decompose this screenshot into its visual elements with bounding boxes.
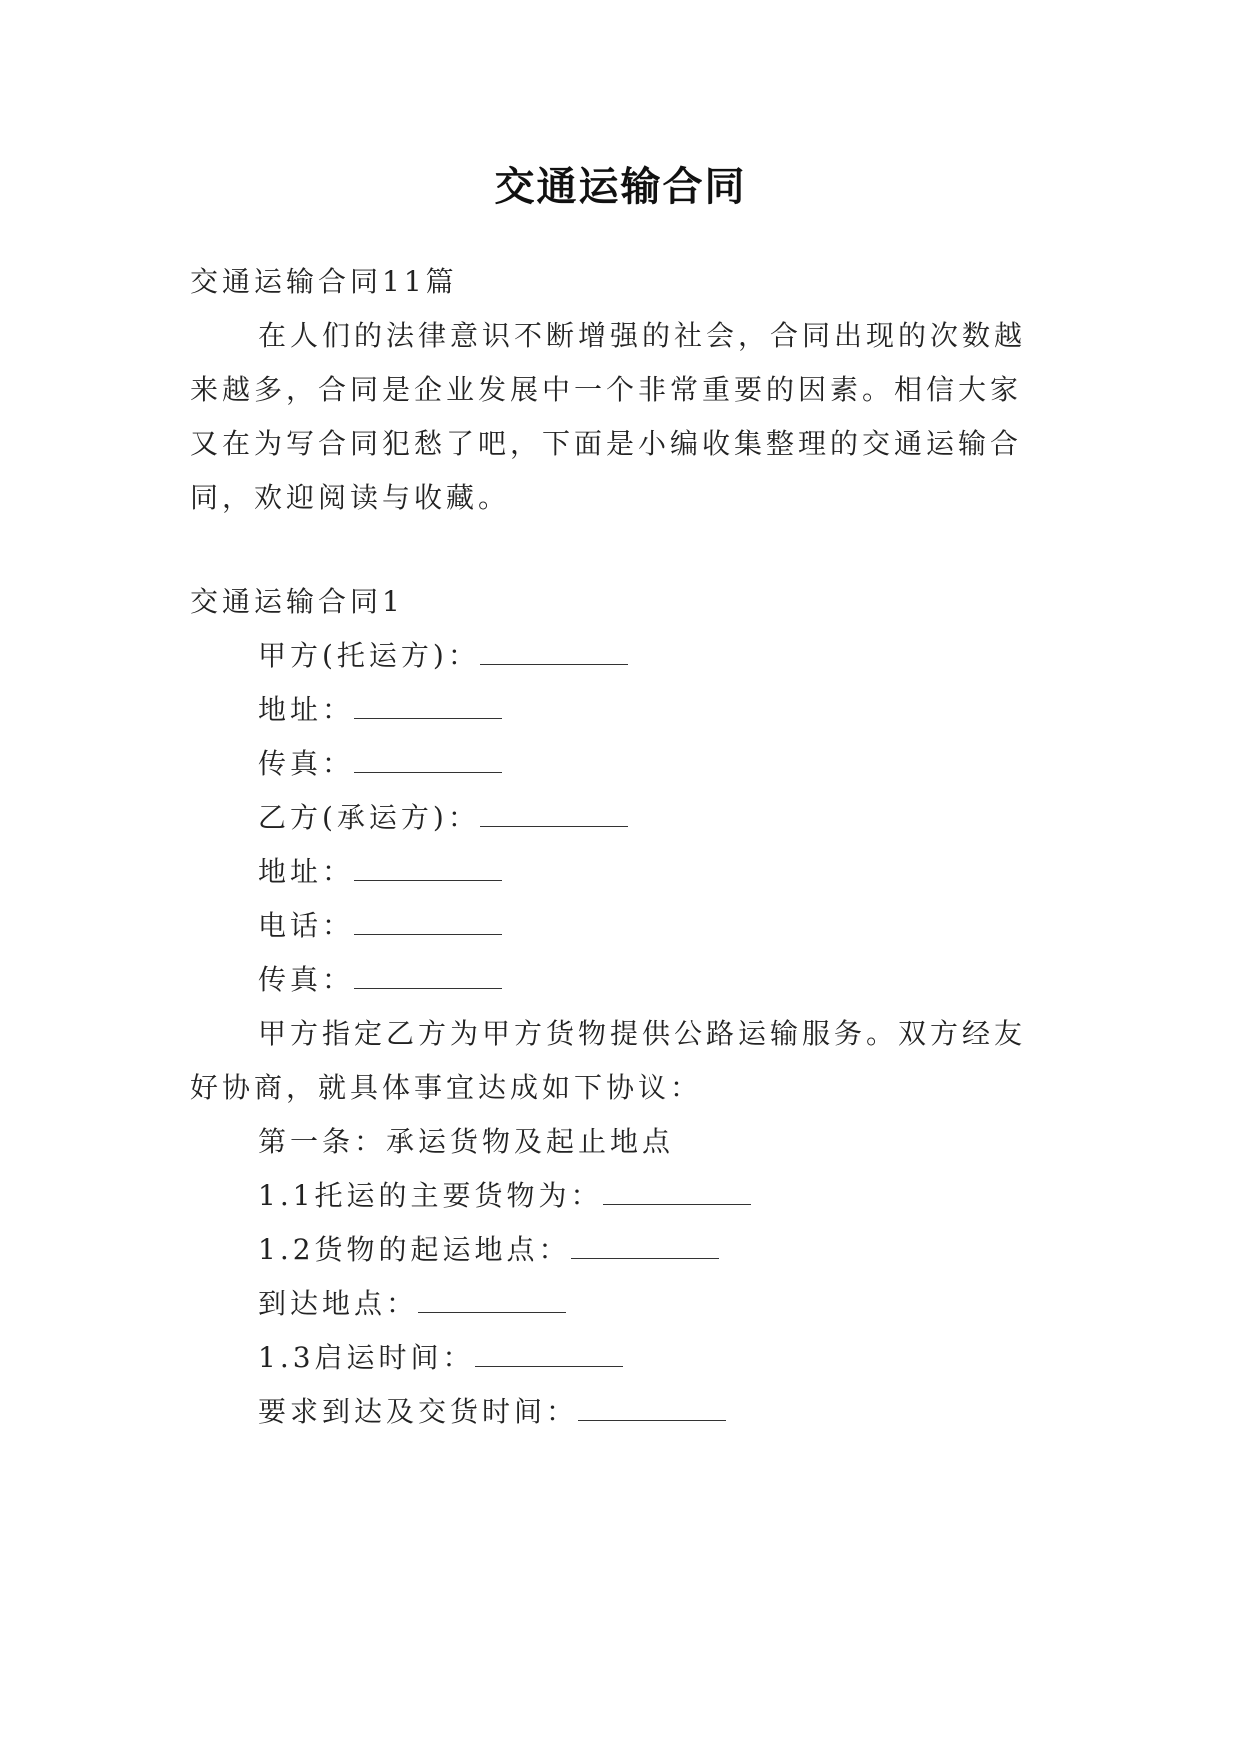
field-phone <box>258 908 502 944</box>
intro-line: 来越多，合同是企业发展中一个非常重要的因素。相信大家 <box>190 373 1023 406</box>
field-fax <box>258 746 502 782</box>
subtitle: 交通运输合同11篇 <box>190 265 458 298</box>
fill-in-blank <box>480 642 628 665</box>
fill-in-blank <box>354 912 502 935</box>
fill-in-blank <box>603 1182 751 1205</box>
field-party-b <box>258 800 628 836</box>
field-label: 传真： <box>258 747 355 780</box>
fill-in-blank <box>571 1236 719 1259</box>
field-label: 地址： <box>258 855 355 888</box>
item-line <box>258 1340 623 1376</box>
item-line <box>258 1232 719 1268</box>
field-label: 地址： <box>258 693 355 726</box>
field-label: 甲方(托运方)： <box>258 639 480 672</box>
field-label: 乙方(承运方)： <box>258 801 480 834</box>
intro-line: 同，欢迎阅读与收藏。 <box>190 481 511 514</box>
field-address <box>258 854 502 890</box>
intro-line: 又在为写合同犯愁了吧，下面是小编收集整理的交通运输合 <box>190 427 1023 460</box>
fill-in-blank <box>354 696 502 719</box>
field-address <box>258 692 502 728</box>
item-label: 到达地点： <box>258 1287 419 1320</box>
fill-in-blank <box>354 966 502 989</box>
page-title: 交通运输合同 <box>494 163 747 210</box>
section-heading: 交通运输合同1 <box>190 585 404 618</box>
field-party-a <box>258 638 628 674</box>
item-label: 1.2货物的起运地点： <box>258 1233 571 1266</box>
intro-line: 在人们的法律意识不断增强的社会，合同出现的次数越 <box>258 319 1027 352</box>
field-label: 电话： <box>258 909 355 942</box>
fill-in-blank <box>354 750 502 773</box>
item-label: 1.1托运的主要货物为： <box>258 1179 603 1212</box>
article-heading: 第一条：承运货物及起止地点 <box>258 1125 675 1158</box>
item-line <box>258 1178 751 1214</box>
fill-in-blank <box>475 1344 623 1367</box>
agreement-line: 甲方指定乙方为甲方货物提供公路运输服务。双方经友 <box>258 1017 1027 1050</box>
agreement-line: 好协商，就具体事宜达成如下协议： <box>190 1071 703 1104</box>
item-label: 1.3启运时间： <box>258 1341 475 1374</box>
item-line <box>258 1286 566 1322</box>
item-line <box>258 1394 726 1430</box>
fill-in-blank <box>354 858 502 881</box>
fill-in-blank <box>418 1290 566 1313</box>
item-label: 要求到达及交货时间： <box>258 1395 579 1428</box>
field-fax <box>258 962 502 998</box>
fill-in-blank <box>578 1398 726 1421</box>
fill-in-blank <box>480 804 628 827</box>
field-label: 传真： <box>258 963 355 996</box>
